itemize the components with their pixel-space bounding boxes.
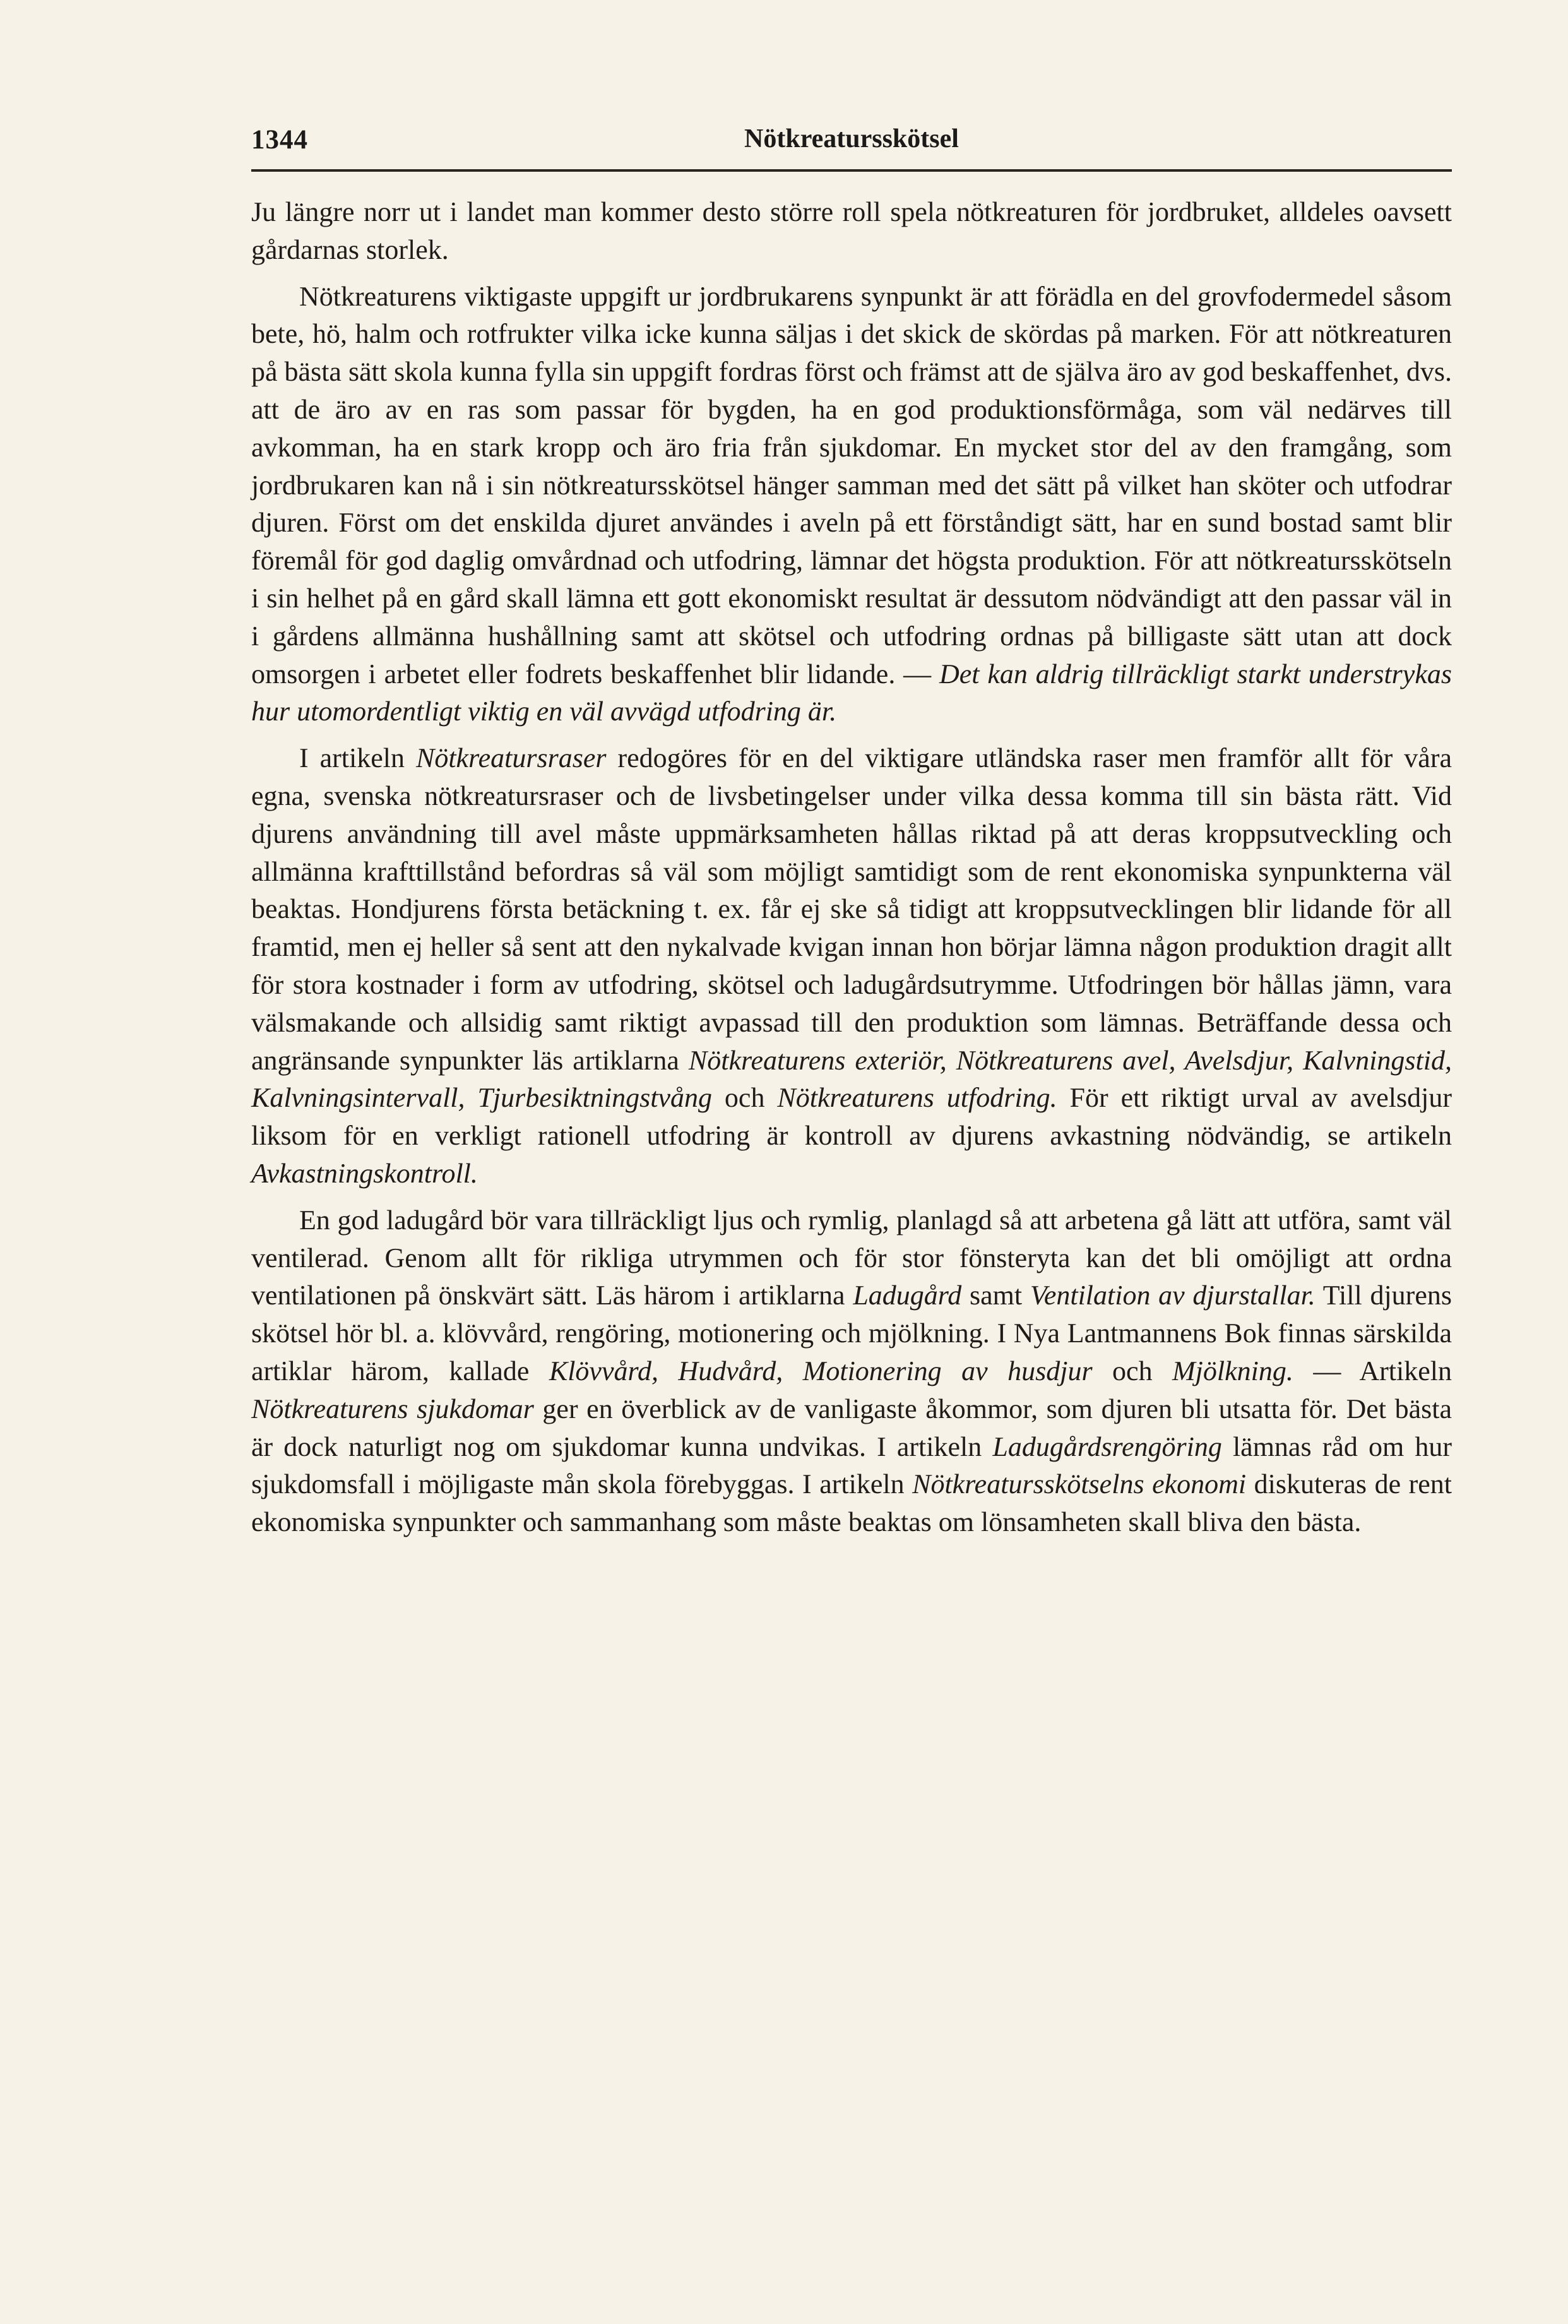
article-reference: Nötkreaturens utfodring. (777, 1082, 1057, 1114)
emphasized-statement: Det kan aldrig tillräckligt starkt understrykas hur utomordentligt viktig en väl avvägd utfodring är. (251, 658, 1452, 727)
paragraph-text: redogöres för en del viktigare utländska raser men framför allt för våra egna, svenska nötkreatursraser och de livsbetingelser under vilka dessa komma till sin bästa rätt. Vid djurens användning till avel måste uppmärksamheten hållas riktad på att deras kroppsutveckling och allmänna krafttillstånd befordras så väl som möjligt samtidigt som de rent ekonomiska synpunkterna väl beaktas. Hondjurens första betäckning t. ex. får ej ske så tidigt att kroppsutvecklingen blir lidande för all framtid, men ej heller så sent att den nykalvade kvigan innan hon börjar lämna någon produktion dragit allt för stora kostnader i form av utfodring, skötsel och ladugårdsutrymme. Utfodringen bör hållas jämn, vara välsmakande och allsidig samt riktigt avpassad till den produktion som lämnas. Beträffande dessa och angränsande synpunkter läs artiklarna (251, 742, 1452, 1076)
paragraph-text: För ett riktigt urval av avelsdjur liksom för en verkligt rationell utfodring är kontroll av djurens avkastning nödvändig, se artikeln (251, 1082, 1452, 1152)
page-header (251, 110, 1452, 172)
article-reference: Mjölkning. (1172, 1355, 1293, 1386)
article-body (251, 193, 1452, 1541)
article-reference: Nötkreatursraser (415, 742, 607, 774)
article-reference: Ladugård (853, 1280, 962, 1311)
article-reference: Ladugårdsrengöring (992, 1431, 1222, 1462)
body-paragraph-barn (251, 1201, 1452, 1541)
article-reference-list: Klövvård, Hudvård, Motionering av husdjur (549, 1355, 1093, 1386)
paragraph-text: I artikeln (299, 742, 416, 774)
paragraph-text: och (1092, 1355, 1173, 1386)
paragraph-text: En god ladugård bör vara tillräckligt ljus och rymlig, planlagd så att arbetena gå lätt att utföra, samt väl ventilerad. Genom allt för rikliga utrymmen och för stor fönsteryta kan det bli omöjligt att ordna ventilationen på önskvärt sätt. Läs härom i artiklarna (251, 1204, 1452, 1311)
body-paragraph-purpose (251, 278, 1452, 731)
paragraph-text: — Artikeln (1293, 1355, 1452, 1386)
paragraph-text: samt (961, 1280, 1030, 1311)
article-reference-list: Nötkreaturens exteriör, Nötkreaturens avel, Avelsdjur, Kalvningstid, Kalvningsintervall, Tjurbesiktningstvång (251, 1044, 1452, 1114)
page-number: 1344 (251, 125, 308, 155)
paragraph-text: lämnas råd om hur sjukdomsfall i möjligaste mån skola förebyggas. I artikeln (251, 1431, 1452, 1500)
article-reference: Ventilation av djurstallar. (1030, 1280, 1316, 1311)
paragraph-text: Nötkreaturens viktigaste uppgift ur jordbrukarens synpunkt är att förädla en del grovfodermedel såsom bete, hö, halm och rotfrukter vilka icke kunna säljas i det skick de skördas på marken. För att nötkreaturen på bästa sätt skola kunna fylla sin uppgift fordras först och främst att de själva äro av god beskaffenhet, dvs. att de äro av en ras som passar för bygden, ha en god produktionsförmåga, som väl nedärves till avkomman, ha en stark kropp och äro fria från sjukdomar. En mycket stor del av den framgång, som jordbrukaren kan nå i sin nötkreatursskötsel hänger samman med det sätt på vilket han sköter och utfodrar djuren. Först om det enskilda djuret användes i aveln på ett förståndigt sätt, har en sund bostad samt blir föremål för god daglig omvårdnad och utfodring, lämnar det högsta produktion. För att nötkreatursskötseln i sin helhet på en gård skall lämna ett gott ekonomiskt resultat är dessutom nödvändigt att den passar väl in i gårdens allmänna hushållning samt att skötsel och utfodring ordnas på billigaste sätt utan att dock omsorgen i arbetet eller fodrets beskaffenhet blir lidande. — (251, 280, 1452, 689)
article-reference: Avkastningskontroll. (251, 1157, 478, 1189)
paragraph-text: diskuteras de rent ekonomiska synpunkter och sammanhang som måste beaktas om lönsamheten skall bliva den bästa. (251, 1469, 1452, 1538)
body-paragraph-breeding (251, 739, 1452, 1193)
opening-paragraph (251, 193, 1452, 269)
article-reference: Nötkreatursskötselns ekonomi (912, 1469, 1247, 1500)
paragraph-text: Ju längre norr ut i landet man kommer desto större roll spela nötkreaturen för jordbruket, alldeles oavsett gårdarnas storlek. (251, 196, 1452, 265)
paragraph-text: Till djurens skötsel hör bl. a. klövvård, rengöring, motionering och mjölkning. I Nya Lantmannens Bok finnas särskilda artiklar härom, kallade (251, 1280, 1452, 1386)
paragraph-text: ger en överblick av de vanligaste åkommor, som djuren bli utsatta för. Det bästa är dock naturligt nog om sjukdomar kunna undvikas. I artikeln (251, 1393, 1452, 1462)
running-title: Nötkreatursskötsel (744, 124, 959, 153)
article-reference: Nötkreaturens sjukdomar (251, 1393, 534, 1424)
paragraph-text: och (712, 1082, 778, 1114)
